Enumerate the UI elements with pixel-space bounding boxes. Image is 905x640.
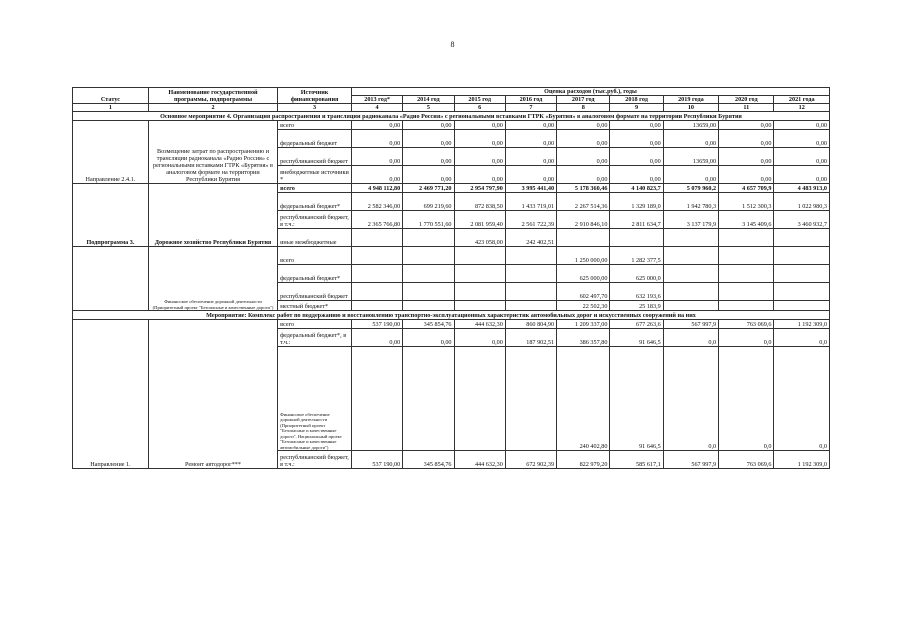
section-1-value-6: 0,00: [610, 166, 663, 184]
header-row: [73, 88, 830, 96]
safe-roads-value-1: [351, 283, 402, 301]
section-2-value-5: 240 402,80: [557, 347, 610, 451]
section-1-value-3: 0,00: [454, 121, 505, 130]
year-header-9: 2021 года: [774, 96, 830, 104]
section-1-value-1: 0,00: [351, 121, 402, 130]
section-1-value-2: 0,00: [403, 148, 454, 166]
section-1-value-4: 0,00: [505, 148, 556, 166]
subprogram-3-value-7: 1 942 780,3: [663, 193, 718, 211]
safe-roads-value-6: 25 183,9: [610, 301, 663, 311]
subprogram-3-value-3: 2 954 797,90: [454, 184, 505, 193]
subprogram-3-value-9: 3 460 932,7: [774, 211, 830, 229]
section-2-value-6: 585 617,1: [610, 451, 663, 469]
safe-roads-value-9: [774, 283, 830, 301]
subprogram-3-value-4: 242 402,51: [505, 229, 556, 247]
section-2-value-3: 0,00: [454, 329, 505, 347]
section-2-value-7: 567 997,9: [663, 451, 718, 469]
section-2-value-5: 1 209 337,00: [557, 320, 610, 329]
section-2-value-9: 0,0: [774, 347, 830, 451]
safe-roads-value-9: [774, 265, 830, 283]
header-source: Источник финансирования: [278, 88, 352, 104]
section-1-value-8: 0,00: [719, 166, 774, 184]
year-header-2: 2014 год: [403, 96, 454, 104]
year-header-5: 2017 год: [557, 96, 610, 104]
section-1-value-6: 0,00: [610, 121, 663, 130]
subprogram-3-value-2: 2 469 771,20: [403, 184, 454, 193]
safe-roads-value-5: 1 250 000,00: [557, 247, 610, 265]
section-2-value-5: 822 979,20: [557, 451, 610, 469]
section-1-value-4: 0,00: [505, 121, 556, 130]
section-2-value-8: 763 069,6: [719, 451, 774, 469]
section-2-value-2: 345 854,76: [403, 320, 454, 329]
subprogram-3-value-8: [719, 229, 774, 247]
section-2-value-7: 0,0: [663, 329, 718, 347]
section-1-value-6: 0,00: [610, 148, 663, 166]
section-1-source: федеральный бюджет: [278, 130, 352, 148]
section-2-value-8: 763 069,6: [719, 320, 774, 329]
section-1-title-row: [73, 112, 830, 121]
subprogram-3-value-5: 5 178 360,46: [557, 184, 610, 193]
section-1-value-3: 0,00: [454, 166, 505, 184]
header-estimate: Оценка расходов (тыс.руб.), годы: [351, 88, 829, 96]
header-status: Статус: [73, 88, 149, 104]
section-2-value-7: 0,0: [663, 347, 718, 451]
safe-roads-value-6: 1 282 377,5: [610, 247, 663, 265]
section-2-value-3: 444 632,30: [454, 320, 505, 329]
section-1-value-9: 0,00: [774, 121, 830, 130]
subprogram-3-value-1: 2 582 346,00: [351, 193, 402, 211]
section-2-row: [73, 320, 830, 329]
section-1-value-3: 0,00: [454, 148, 505, 166]
section-2-value-4: 860 804,90: [505, 320, 556, 329]
column-number-10: 10: [663, 104, 718, 112]
subprogram-3-value-4: 1 433 719,01: [505, 193, 556, 211]
safe-roads-value-4: [505, 247, 556, 265]
column-number-6: 6: [454, 104, 505, 112]
column-number-12: 12: [774, 104, 830, 112]
subprogram-3-source: республиканский бюджет, в т.ч.:: [278, 211, 352, 229]
section-2-value-1: 0,00: [351, 329, 402, 347]
year-header-6: 2018 год: [610, 96, 663, 104]
safe-roads-name: Финансовое обеспечение дорожной деятельности (Приоритетный проект "Безопасные и качественные дороги"): [148, 247, 277, 311]
subprogram-3-value-3: 423 058,00: [454, 229, 505, 247]
subprogram-3-value-6: 1 329 189,0: [610, 193, 663, 211]
section-1-value-3: 0,00: [454, 130, 505, 148]
column-number-2: 2: [148, 104, 277, 112]
subprogram-3-value-8: 3 145 409,6: [719, 211, 774, 229]
safe-roads-source: федеральный бюджет*: [278, 265, 352, 283]
column-number-4: 4: [351, 104, 402, 112]
section-1-value-5: 0,00: [557, 130, 610, 148]
subprogram-3-value-5: [557, 229, 610, 247]
safe-roads-value-4: [505, 301, 556, 311]
subprogram-3-value-7: 5 079 960,2: [663, 184, 718, 193]
section-2-value-6: 677 263,6: [610, 320, 663, 329]
safe-roads-value-2: [403, 301, 454, 311]
section-1-value-1: 0,00: [351, 148, 402, 166]
safe-roads-value-8: [719, 283, 774, 301]
safe-roads-value-1: [351, 301, 402, 311]
section-2-value-2: 0,00: [403, 329, 454, 347]
safe-roads-value-3: [454, 247, 505, 265]
subprogram-3-source: иные межбюджетные: [278, 229, 352, 247]
subprogram-3-source: всего: [278, 184, 352, 193]
column-numbers-row: [73, 104, 830, 112]
safe-roads-value-8: [719, 301, 774, 311]
section-1-value-8: 0,00: [719, 148, 774, 166]
section-2-value-1: [351, 347, 402, 451]
safe-roads-value-3: [454, 283, 505, 301]
section-2-name: Ремонт автодорог***: [148, 320, 277, 469]
safe-roads-value-5: 22 502,30: [557, 301, 610, 311]
section-2-value-3: [454, 347, 505, 451]
safe-roads-value-2: [403, 247, 454, 265]
subprogram-3-value-1: 2 365 766,80: [351, 211, 402, 229]
year-header-3: 2015 год: [454, 96, 505, 104]
section-1-value-2: 0,00: [403, 166, 454, 184]
safe-roads-value-1: [351, 247, 402, 265]
safe-roads-value-8: [719, 265, 774, 283]
safe-roads-value-6: 625 000,0: [610, 265, 663, 283]
subprogram-3-value-6: [610, 229, 663, 247]
year-header-8: 2020 год: [719, 96, 774, 104]
section-1-value-7: 0,00: [663, 166, 718, 184]
section-1-status: Направление 2.4.1.: [73, 121, 149, 184]
safe-roads-value-7: [663, 265, 718, 283]
subprogram-3-value-1: [351, 229, 402, 247]
subprogram-3-name: Дорожное хозяйство Республики Бурятия: [148, 184, 277, 247]
section-1-value-5: 0,00: [557, 166, 610, 184]
safe-roads-value-5: 625 000,00: [557, 265, 610, 283]
safe-roads-value-9: [774, 247, 830, 265]
safe-roads-value-7: [663, 247, 718, 265]
section-1-value-9: 0,00: [774, 166, 830, 184]
safe-roads-value-5: 602 497,70: [557, 283, 610, 301]
section-1-value-5: 0,00: [557, 121, 610, 130]
subprogram-3-row: [73, 184, 830, 193]
section-2-value-6: 91 646,5: [610, 347, 663, 451]
section-1-value-6: 0,00: [610, 130, 663, 148]
safe-roads-row: [73, 247, 830, 265]
safe-roads-source: республиканский бюджет: [278, 283, 352, 301]
subprogram-3-value-3: 872 838,50: [454, 193, 505, 211]
section-1-value-5: 0,00: [557, 148, 610, 166]
section-2-source: республиканский бюджет, в т.ч.:: [278, 451, 352, 469]
section-2-value-9: 1 192 309,0: [774, 320, 830, 329]
section-1-source: республиканский бюджет: [278, 148, 352, 166]
subprogram-3-value-8: 4 657 709,9: [719, 184, 774, 193]
section-2-value-6: 91 646,5: [610, 329, 663, 347]
subprogram-3-value-4: 2 561 722,39: [505, 211, 556, 229]
section-1-value-4: 0,00: [505, 166, 556, 184]
column-number-11: 11: [719, 104, 774, 112]
safe-roads-value-2: [403, 265, 454, 283]
section-2-value-3: 444 632,30: [454, 451, 505, 469]
subprogram-3-value-6: 2 811 634,7: [610, 211, 663, 229]
subprogram-3-value-8: 1 512 300,3: [719, 193, 774, 211]
safe-roads-value-2: [403, 283, 454, 301]
column-number-5: 5: [403, 104, 454, 112]
subprogram-3-value-6: 4 140 823,7: [610, 184, 663, 193]
section-1-value-2: 0,00: [403, 130, 454, 148]
year-header-7: 2019 года: [663, 96, 718, 104]
year-header-4: 2016 год: [505, 96, 556, 104]
section-2-value-8: 0,0: [719, 329, 774, 347]
section-1-source: внебюджетные источники *: [278, 166, 352, 184]
section-1-name: Возмещение затрат по распространению и трансляции радиоканала «Радио Россия» с региональными вставками ГТРК «Бурятия» в аналоговом формате на территории Республики Бурятия: [148, 121, 277, 184]
section-1-value-8: 0,00: [719, 121, 774, 130]
section-1-value-1: 0,00: [351, 166, 402, 184]
section-2-status: Направление 1.: [73, 320, 149, 469]
section-2-value-7: 567 997,9: [663, 320, 718, 329]
section-1-value-8: 0,00: [719, 130, 774, 148]
header-program: Наименование государственной программы, подпрограммы: [148, 88, 277, 104]
subprogram-3-status: Подпрограмма 3.: [73, 184, 149, 247]
column-number-8: 8: [557, 104, 610, 112]
section-2-value-5: 386 357,80: [557, 329, 610, 347]
subprogram-3-value-2: 699 219,60: [403, 193, 454, 211]
section-1-value-9: 0,00: [774, 130, 830, 148]
section-2-value-2: [403, 347, 454, 451]
page-number: 8: [450, 40, 455, 49]
subprogram-3-value-1: 4 948 112,80: [351, 184, 402, 193]
section-2-source: всего: [278, 320, 352, 329]
section-2-title-row: [73, 311, 830, 320]
column-number-9: 9: [610, 104, 663, 112]
column-number-3: 3: [278, 104, 352, 112]
safe-roads-value-3: [454, 265, 505, 283]
safe-roads-value-3: [454, 301, 505, 311]
subprogram-3-value-2: [403, 229, 454, 247]
safe-roads-value-4: [505, 283, 556, 301]
safe-roads-source: всего: [278, 247, 352, 265]
subprogram-3-value-3: 2 081 959,40: [454, 211, 505, 229]
safe-roads-value-8: [719, 247, 774, 265]
subprogram-3-value-7: [663, 229, 718, 247]
safe-roads-value-7: [663, 283, 718, 301]
section-1-value-1: 0,00: [351, 130, 402, 148]
section-1-value-4: 0,00: [505, 130, 556, 148]
section-1-value-7: 13659,00: [663, 121, 718, 130]
section-2-source: федеральный бюджет*, в т.ч.:: [278, 329, 352, 347]
section-1-value-7: 0,00: [663, 130, 718, 148]
section-2-value-2: 345 854,76: [403, 451, 454, 469]
safe-roads-value-7: [663, 301, 718, 311]
section-2-value-4: 187 902,51: [505, 329, 556, 347]
section-2-value-1: 537 190,00: [351, 451, 402, 469]
section-1-title: Основное мероприятие 4. Организация распространения и трансляции радиоканала «Радио Россия» с региональными вставками ГТРК «Бурятия» в аналоговом формате на территории Республики Бурятия: [73, 112, 830, 121]
section-2-value-8: 0,0: [719, 347, 774, 451]
safe-roads-status: [73, 247, 149, 311]
section-2-value-9: 0,0: [774, 329, 830, 347]
subprogram-3-value-9: 4 483 913,0: [774, 184, 830, 193]
safe-roads-value-1: [351, 265, 402, 283]
section-2-value-4: [505, 347, 556, 451]
subprogram-3-value-4: 3 995 441,40: [505, 184, 556, 193]
section-1-row: [73, 121, 830, 130]
section-1-source: всего: [278, 121, 352, 130]
subprogram-3-value-2: 1 770 551,60: [403, 211, 454, 229]
subprogram-3-value-5: 2 267 514,36: [557, 193, 610, 211]
financing-table: [72, 87, 830, 469]
section-2-value-1: 537 190,00: [351, 320, 402, 329]
section-1-value-2: 0,00: [403, 121, 454, 130]
subprogram-3-value-9: 1 022 980,3: [774, 193, 830, 211]
safe-roads-value-4: [505, 265, 556, 283]
section-2-value-4: 672 902,39: [505, 451, 556, 469]
section-1-value-9: 0,00: [774, 148, 830, 166]
subprogram-3-value-7: 3 137 179,9: [663, 211, 718, 229]
column-number-1: 1: [73, 104, 149, 112]
subprogram-3-source: федеральный бюджет*: [278, 193, 352, 211]
column-number-7: 7: [505, 104, 556, 112]
subprogram-3-value-5: 2 910 846,10: [557, 211, 610, 229]
safe-roads-value-6: 632 193,6: [610, 283, 663, 301]
section-2-value-9: 1 192 309,0: [774, 451, 830, 469]
year-header-1: 2013 год*: [351, 96, 402, 104]
section-1-value-7: 13659,00: [663, 148, 718, 166]
safe-roads-value-9: [774, 301, 830, 311]
section-2-source: Финансовое обеспечение дорожной деятельности (Приоритетный проект "Безопасные и качественные дороги", Национальный проект "Безопасные и качественные автомобильные дороги"): [278, 347, 352, 451]
safe-roads-source: местный бюджет*: [278, 301, 352, 311]
section-2-title: Мероприятие: Комплекс работ по поддержанию и восстановлению транспортно-эксплуатационных характеристик автомобильных дорог и искусственных сооружений на них: [73, 311, 830, 320]
subprogram-3-value-9: [774, 229, 830, 247]
